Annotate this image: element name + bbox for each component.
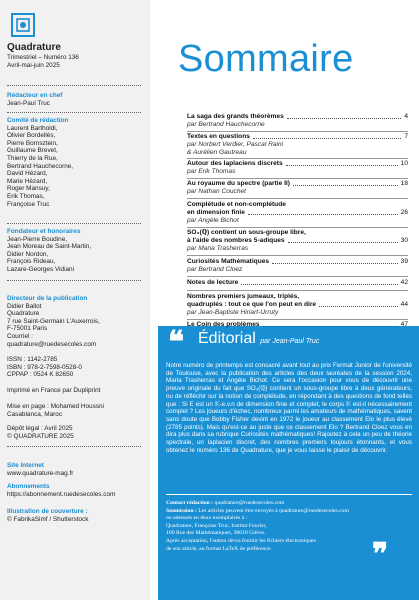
divider	[187, 198, 408, 199]
comite-member: Roger Mansuy,	[7, 185, 50, 193]
comite-member: Thierry de la Rue,	[7, 154, 58, 162]
toc-entry-page: 10	[400, 160, 408, 167]
redacteur-name: Jean-Paul Truc	[7, 99, 50, 107]
toc-entry[interactable]	[187, 113, 408, 129]
directeur-block	[7, 295, 149, 348]
directeur-line: 7 rue Saint-Germain L'Auxerrois,	[7, 317, 100, 325]
directeur-line: Didier Ballot	[7, 302, 42, 310]
toc-entry-page: 39	[400, 258, 408, 265]
depot-legal: Dépôt légal : Avril 2025	[7, 425, 73, 432]
comite-member: Pierre Bornsztein,	[7, 139, 58, 147]
illustration-block	[7, 508, 149, 523]
comite-block	[7, 117, 149, 208]
mise-en-page-line: Casablanca, Maroc	[7, 410, 63, 418]
editorial-body: Notre numéro de printemps est consacré avant tout au prix Fermat Junior de l'université de Toulouse, avec la publication des articles des deux lauréates de la session 2024, Maria Trasherras et Angèle Bichot. Ce sera l'occasion pour vous de découvrir une preuve originale du fait que SO₃(ℚ) contient un sous-groupe libre à deux générateurs, ou de réfléchir sur la notion de complétude, en répondant à des questions de fond telles que : Si E est un 𝕂-e.v.n de dimension finie et complet, le corps 𝕂 est-il nécessairement complet ? Les joueurs d'échec, nombreux parmi les amateurs de mathématiques, savent sans doute que Bobby Fisher devint en 1972 le joueur au classement Elo le plus élevé (2785 points). Mais qu'est-ce au juste que ce classement Elo ? Bertrand Cloez vous en dira plus dans sa rubrique Curiosités mathématiques! Rajoutez à cela un peu de théorie spectrale, un laplacien discret, des nombres premiers toujours étonnants, et vous obtenez le numéro 136 de Quadrature, que je vous laisse le plaisir de découvrir.	[166, 362, 412, 454]
soumission-label: Soumission :	[166, 507, 197, 514]
toc-entry[interactable]	[187, 258, 408, 274]
toc-entry-author: par Norbert Verdier, Pascal Raini	[187, 140, 284, 148]
abonnements-link[interactable]: https://abonnement.ruedesecoles.com	[7, 490, 116, 498]
mise-en-page-line: Mise en page : Mohamed Houssni	[7, 403, 104, 410]
toc-entry[interactable]	[187, 279, 408, 287]
comite-member: Olivier Bordellès,	[7, 132, 56, 140]
site-heading: Site Internet	[7, 462, 44, 469]
site-link[interactable]: www.quadrature-mag.fr	[7, 469, 74, 477]
toc-entry-title: Autour des laplaciens discrets	[187, 160, 283, 167]
divider	[7, 446, 141, 447]
contact-line: de son article, au format LaTeX de préférence.	[166, 545, 272, 552]
abonnements-block	[7, 483, 149, 498]
toc-entry-page: 30	[400, 236, 408, 244]
toc-entry-page: 18	[400, 180, 408, 187]
divider	[187, 319, 408, 320]
contact-label: Contact rédaction :	[166, 500, 214, 506]
toc-entry-title: Complétude et non-complétude	[187, 201, 286, 208]
editorial-title: Éditorial	[198, 330, 256, 347]
quadrature-logo-icon	[10, 12, 36, 38]
fondateur-block	[7, 228, 149, 274]
toc-entry[interactable]	[187, 293, 408, 316]
toc-entry-page: 4	[404, 113, 408, 120]
contact-line: ou adressés en deux exemplaires à :	[166, 515, 248, 522]
fondateur-member: Didier Nordon,	[7, 250, 49, 258]
toc-entry[interactable]	[187, 201, 408, 224]
isbn-block	[7, 356, 149, 379]
comite-member: Erik Thomas,	[7, 192, 45, 200]
contact-line: 100 Rue des Mathématiques, 38610 Gières.	[166, 530, 266, 537]
divider	[166, 494, 412, 495]
fondateur-member: Jean-Pierre Boudine,	[7, 235, 68, 243]
redacteur-heading: Rédacteur en chef	[7, 92, 63, 99]
toc-entry-title: Textes en questions	[187, 133, 250, 140]
depot-block	[7, 425, 149, 440]
site-block	[7, 462, 149, 477]
editorial-header	[198, 330, 319, 348]
comite-member: Guillaume Brevet,	[7, 147, 58, 155]
imprime-block	[7, 387, 149, 395]
toc-entry-title: Au royaume du spectre (partie II)	[187, 180, 290, 187]
toc-entry-author: par Bertrand Hauchecorne	[187, 120, 265, 128]
divider	[187, 178, 408, 179]
divider	[187, 158, 408, 159]
directeur-line: F-75001 Paris	[7, 325, 48, 333]
soumission-text: Les articles peuvent être envoyés à quadrature@ruedesecoles.com	[198, 507, 349, 514]
toc-entry-author: par Maria Trasherras	[187, 244, 249, 252]
divider	[7, 112, 141, 113]
comite-member: Laurent Bartholdi,	[7, 124, 58, 132]
fondateur-member: François Rideau,	[7, 258, 56, 266]
divider	[187, 227, 408, 228]
divider	[7, 85, 141, 86]
isbn: ISBN : 978-2-7598-0528-0	[7, 363, 82, 371]
toc-entry[interactable]	[187, 321, 408, 329]
abonnements-heading: Abonnements	[7, 483, 50, 490]
toc-entry-title-line2: quadruplés : tout ce que l'on peut en dire	[187, 300, 317, 308]
toc-entry-page: 7	[404, 133, 408, 140]
toc-entry-title: Nombres premiers jumeaux, triplés,	[187, 293, 300, 300]
masthead-block	[7, 42, 149, 69]
fondateur-heading: Fondateur et honoraires	[7, 228, 81, 235]
toc-entry-author: par Bertrand Cloez	[187, 265, 243, 273]
toc-entry-author: & Aurélien Gautreau	[187, 148, 247, 156]
toc-entry[interactable]	[187, 180, 408, 196]
toc-entry[interactable]	[187, 160, 408, 176]
directeur-line: Courriel :	[7, 332, 33, 340]
cppap: CPPAP : 0524 K 82650	[7, 371, 74, 379]
toc-entry-title: SO₃(ℚ) contient un sous-groupe libre,	[187, 229, 306, 236]
toc-entry-title-line2: en dimension finie	[187, 208, 245, 216]
illustration-heading: Illustration de couverture :	[7, 508, 88, 515]
illustration-credit: © FabrikaSimf / Shutterstock	[7, 515, 89, 523]
divider	[7, 223, 141, 224]
contact-block	[166, 500, 376, 553]
toc-entry[interactable]	[187, 229, 408, 252]
comite-member: David Hézard,	[7, 170, 48, 178]
toc-entry-title: La saga des grands théorèmes	[187, 113, 284, 120]
toc-entry-page: 42	[400, 279, 408, 286]
contact-line: Après acceptation, l'auteur devra fournir les fichiers électroniques	[166, 537, 316, 544]
divider	[187, 290, 408, 291]
sommaire-title: Sommaire	[178, 38, 354, 80]
toc-entry-author: par Angèle Bichot	[187, 216, 239, 224]
magazine-title: Quadrature	[7, 42, 61, 53]
comite-member: Bertrand Hauchecorne,	[7, 162, 74, 170]
imprime-text: Imprimé en France par Dupliprint	[7, 387, 101, 394]
toc-entry-title: Le Coin des problèmes	[187, 321, 260, 328]
open-quote-icon: ❝	[168, 325, 185, 360]
divider	[187, 255, 408, 256]
toc-entry[interactable]	[187, 133, 408, 156]
contact-email[interactable]: quadrature@ruedesecoles.com	[214, 500, 285, 506]
toc-entry-title: Notes de lecture	[187, 279, 239, 286]
comite-heading: Comité de rédaction	[7, 117, 69, 124]
issue-number: Trimestriel – Numéro 136	[7, 54, 79, 61]
toc-entry-title-line2: à l'aide des nombres 5-adiques	[187, 236, 285, 244]
contact-line: Quadrature, Françoise Truc, Institut Fourier,	[166, 522, 267, 529]
editorial-byline: par Jean-Paul Truc	[260, 338, 320, 345]
directeur-email: quadrature@ruedesecoles.com	[7, 340, 97, 348]
mise-en-page-block	[7, 403, 149, 418]
toc-entry-title: Curiosités Mathématiques	[187, 258, 270, 265]
comite-member: Françoise Truc	[7, 200, 50, 208]
toc-entry-page: 44	[400, 300, 408, 308]
divider	[7, 280, 141, 281]
redacteur-block	[7, 92, 149, 107]
divider	[187, 131, 408, 132]
toc-entry-author: par Jean-Baptiste Hiriart-Urruty	[187, 308, 279, 316]
divider	[187, 276, 408, 277]
toc-entry-author: par Erik Thomas	[187, 167, 236, 175]
toc-entry-page: 47	[400, 321, 408, 328]
fondateur-member: Jean Moreau de Saint-Martin,	[7, 243, 92, 251]
toc-entry-author: par Nathan Couchet	[187, 187, 247, 195]
copyright: © QUADRATURE 2025	[7, 432, 74, 440]
comite-member: Marie Hézard,	[7, 177, 48, 185]
close-quote-icon: ❞	[372, 537, 389, 572]
directeur-heading: Directeur de la publication	[7, 295, 88, 302]
directeur-line: Quadrature	[7, 310, 40, 318]
toc-entry-page: 26	[400, 208, 408, 216]
fondateur-member: Lazare-Georges Vidiani	[7, 265, 75, 273]
issue-period: Avril-mai-juin 2025	[7, 61, 60, 69]
issn: ISSN : 1142-2785	[7, 356, 58, 363]
